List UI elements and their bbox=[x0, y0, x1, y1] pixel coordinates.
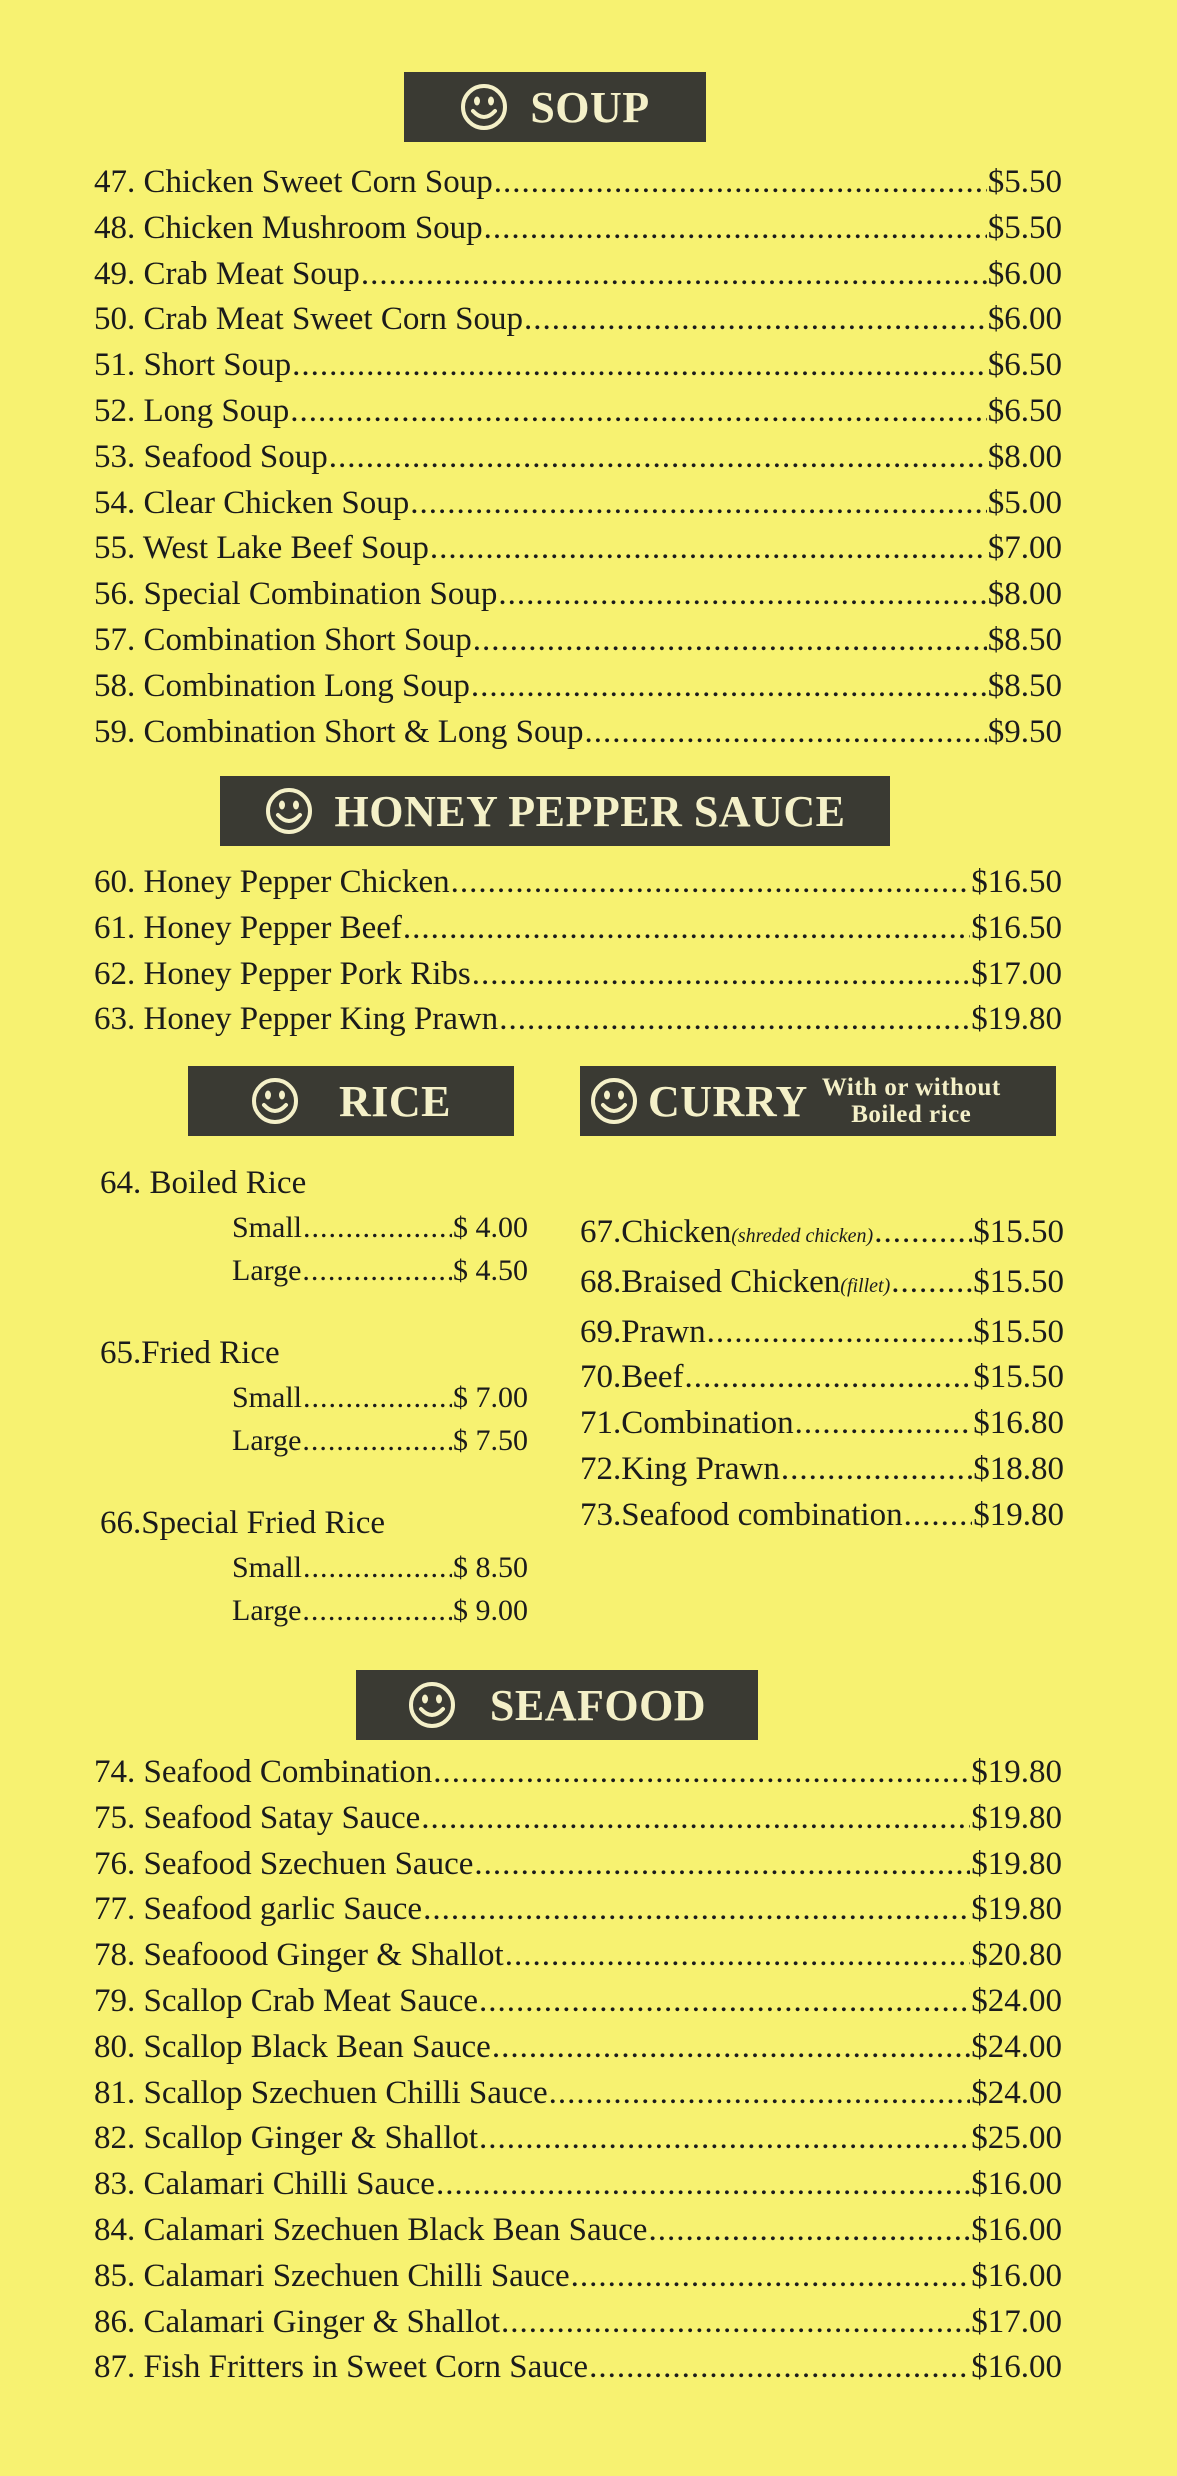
menu-item-name: 70.Beef bbox=[580, 1359, 684, 1396]
menu-item-name: Small bbox=[232, 1551, 303, 1584]
smiley-face-icon bbox=[590, 1077, 638, 1125]
curry-tag-line1: With or without bbox=[821, 1074, 1001, 1101]
seafood-list bbox=[94, 1750, 1062, 2391]
menu-item-price: $ 9.00 bbox=[453, 1594, 528, 1627]
dot-leader bbox=[302, 1589, 452, 1632]
menu-item bbox=[94, 906, 1062, 952]
dot-leader bbox=[433, 1750, 970, 1796]
menu-item-name: 58. Combination Long Soup bbox=[94, 667, 470, 704]
menu-item-name: 53. Seafood Soup bbox=[94, 438, 328, 475]
dot-leader bbox=[549, 2071, 971, 2117]
dot-leader bbox=[302, 1419, 452, 1462]
menu-item bbox=[94, 206, 1062, 252]
menu-item-price: $8.00 bbox=[987, 576, 1062, 613]
menu-item-name: 83. Calamari Chilli Sauce bbox=[94, 2166, 435, 2203]
menu-item-name: 80. Scallop Black Bean Sauce bbox=[94, 2028, 491, 2065]
dot-leader bbox=[891, 1260, 972, 1306]
menu-item bbox=[94, 952, 1062, 998]
menu-item bbox=[580, 1493, 1064, 1539]
menu-item-price: $24.00 bbox=[971, 2028, 1062, 2065]
soup-title: SOUP bbox=[530, 82, 650, 132]
menu-item bbox=[580, 1447, 1064, 1493]
smiley-face-icon bbox=[251, 1077, 299, 1125]
rice-group-name: 65.Fried Rice bbox=[100, 1335, 280, 1371]
menu-item bbox=[94, 2071, 1062, 2117]
menu-item-name: 60. Honey Pepper Chicken bbox=[94, 864, 450, 900]
menu-item-price: $19.80 bbox=[971, 1754, 1062, 1790]
menu-item bbox=[94, 1979, 1062, 2025]
menu-item-price: $16.80 bbox=[973, 1405, 1064, 1442]
menu-item bbox=[94, 435, 1062, 481]
menu-item bbox=[94, 997, 1062, 1043]
menu-item-price: $16.50 bbox=[971, 864, 1062, 900]
menu-item-price: $19.80 bbox=[971, 1001, 1062, 1038]
menu-item-name: 73.Seafood combination bbox=[580, 1496, 903, 1533]
dot-leader bbox=[781, 1447, 972, 1493]
menu-item bbox=[232, 1419, 528, 1462]
dot-leader bbox=[904, 1493, 973, 1539]
dot-leader bbox=[499, 997, 970, 1043]
menu-item bbox=[94, 710, 1062, 756]
curry-title: CURRY bbox=[648, 1076, 808, 1126]
smiley-face-icon bbox=[265, 787, 313, 835]
dot-leader bbox=[303, 1546, 452, 1589]
curry-header bbox=[580, 1066, 1056, 1136]
menu-item-name: Small bbox=[232, 1381, 303, 1414]
honey-pepper-list bbox=[94, 860, 1062, 1043]
menu-item-name: 72.King Prawn bbox=[580, 1450, 780, 1487]
menu-item bbox=[580, 1355, 1064, 1401]
menu-item bbox=[580, 1210, 1064, 1260]
menu-item bbox=[232, 1376, 528, 1419]
dot-leader bbox=[498, 572, 986, 618]
menu-item-note: (fillet) bbox=[840, 1274, 891, 1297]
menu-item bbox=[94, 572, 1062, 618]
seafood-header bbox=[356, 1670, 758, 1740]
menu-item bbox=[94, 2208, 1062, 2254]
menu-item-price: $5.50 bbox=[987, 164, 1062, 200]
dot-leader bbox=[707, 1310, 973, 1356]
menu-item-price: $15.50 bbox=[973, 1214, 1064, 1250]
dot-leader bbox=[410, 481, 986, 527]
smiley-face-icon bbox=[460, 83, 508, 131]
dot-leader bbox=[589, 2345, 970, 2391]
menu-item bbox=[94, 481, 1062, 527]
menu-item-price: $ 8.50 bbox=[453, 1551, 528, 1584]
menu-item-note: (shreded chicken) bbox=[731, 1225, 874, 1247]
menu-item-price: $8.00 bbox=[987, 438, 1062, 475]
menu-item-name: 78. Seafoood Ginger & Shallot bbox=[94, 1937, 504, 1974]
menu-item-price: $17.00 bbox=[971, 2303, 1062, 2340]
curry-list bbox=[580, 1210, 1064, 1539]
menu-item-price: $16.00 bbox=[971, 2257, 1062, 2294]
menu-item-price: $15.50 bbox=[973, 1359, 1064, 1396]
menu-item-name: 59. Combination Short & Long Soup bbox=[94, 713, 584, 750]
dot-leader bbox=[501, 2300, 970, 2346]
soup-header bbox=[404, 72, 706, 142]
menu-item-name: 48. Chicken Mushroom Soup bbox=[94, 209, 483, 246]
rice-header bbox=[188, 1066, 514, 1136]
menu-item-name: 56. Special Combination Soup bbox=[94, 576, 498, 613]
menu-item-name: 85. Calamari Szechuen Chilli Sauce bbox=[94, 2257, 570, 2294]
dot-leader bbox=[492, 2025, 970, 2071]
dot-leader bbox=[479, 2116, 970, 2162]
menu-item bbox=[94, 1750, 1062, 1796]
dot-leader bbox=[474, 1842, 970, 1888]
menu-item-name: 86. Calamari Ginger & Shallot bbox=[94, 2303, 501, 2340]
menu-item-price: $ 7.00 bbox=[453, 1381, 528, 1414]
menu-item-price: $8.50 bbox=[987, 621, 1062, 658]
menu-item-price: $5.50 bbox=[987, 209, 1062, 246]
dot-leader bbox=[874, 1210, 972, 1256]
dot-leader bbox=[403, 906, 970, 952]
menu-item bbox=[94, 2116, 1062, 2162]
soup-list bbox=[94, 160, 1062, 755]
menu-item-price: $24.00 bbox=[971, 1982, 1062, 2019]
menu-item-price: $18.80 bbox=[973, 1450, 1064, 1487]
menu-item bbox=[94, 618, 1062, 664]
menu-item-name: 69.Prawn bbox=[580, 1313, 706, 1350]
menu-item bbox=[94, 2345, 1062, 2391]
menu-item-price: $16.00 bbox=[971, 2166, 1062, 2203]
menu-item bbox=[94, 297, 1062, 343]
dot-leader bbox=[505, 1933, 971, 1979]
menu-item-price: $16.00 bbox=[971, 2211, 1062, 2248]
menu-item-name: Large bbox=[232, 1424, 302, 1457]
menu-item-name: 55. West Lake Beef Soup bbox=[94, 530, 429, 567]
rice-title: RICE bbox=[338, 1076, 452, 1126]
menu-item bbox=[232, 1249, 528, 1292]
menu-item-name: 47. Chicken Sweet Corn Soup bbox=[94, 164, 493, 200]
menu-item bbox=[94, 526, 1062, 572]
menu-item-price: $24.00 bbox=[971, 2074, 1062, 2111]
menu-item-name: 50. Crab Meat Sweet Corn Soup bbox=[94, 301, 523, 338]
menu-item bbox=[94, 1842, 1062, 1888]
menu-item bbox=[232, 1546, 528, 1589]
menu-item-price: $19.80 bbox=[971, 1845, 1062, 1882]
dot-leader bbox=[290, 389, 986, 435]
dot-leader bbox=[473, 618, 987, 664]
menu-item-name: 54. Clear Chicken Soup bbox=[94, 484, 410, 521]
menu-item-name: 71.Combination bbox=[580, 1405, 794, 1442]
dot-leader bbox=[484, 206, 987, 252]
menu-item-price: $6.50 bbox=[987, 392, 1062, 429]
menu-item-price: $6.00 bbox=[987, 301, 1062, 338]
dot-leader bbox=[471, 664, 987, 710]
curry-tag-line2: Boiled rice bbox=[851, 1101, 972, 1128]
menu-item-price: $19.80 bbox=[971, 1891, 1062, 1928]
menu-item-price: $9.50 bbox=[987, 713, 1062, 750]
menu-item bbox=[580, 1401, 1064, 1447]
menu-item bbox=[94, 860, 1062, 906]
rice-size-list bbox=[232, 1206, 528, 1292]
seafood-title: SEAFOOD bbox=[489, 1680, 707, 1730]
menu-item-price: $19.80 bbox=[973, 1496, 1064, 1533]
menu-item-price: $6.50 bbox=[987, 347, 1062, 384]
menu-item-name: 68.Braised Chicken bbox=[580, 1263, 841, 1300]
menu-item-name: 51. Short Soup bbox=[94, 347, 292, 384]
dot-leader bbox=[329, 435, 987, 481]
menu-item-price: $8.50 bbox=[987, 667, 1062, 704]
dot-leader bbox=[361, 252, 987, 298]
dot-leader bbox=[451, 860, 971, 906]
dot-leader bbox=[430, 526, 987, 572]
menu-item bbox=[94, 2300, 1062, 2346]
menu-item-name: Large bbox=[232, 1254, 302, 1287]
dot-leader bbox=[423, 1887, 970, 1933]
menu-item bbox=[94, 1796, 1062, 1842]
menu-item-price: $25.00 bbox=[971, 2120, 1062, 2157]
rice-group-name: 64. Boiled Rice bbox=[100, 1165, 307, 1201]
dot-leader bbox=[648, 2208, 970, 2254]
menu-item-name: 77. Seafood garlic Sauce bbox=[94, 1891, 423, 1928]
dot-leader bbox=[685, 1355, 973, 1401]
curry-tag bbox=[822, 1074, 1001, 1128]
menu-item bbox=[94, 2162, 1062, 2208]
menu-item bbox=[94, 1887, 1062, 1933]
menu-item-name: 52. Long Soup bbox=[94, 392, 290, 429]
menu-item-price: $20.80 bbox=[971, 1937, 1062, 1974]
menu-item-name: 81. Scallop Szechuen Chilli Sauce bbox=[94, 2074, 548, 2111]
menu-item-name: 74. Seafood Combination bbox=[94, 1754, 433, 1790]
dot-leader bbox=[302, 1249, 452, 1292]
menu-item-name: 61. Honey Pepper Beef bbox=[94, 909, 402, 946]
menu-item-name: 49. Crab Meat Soup bbox=[94, 255, 360, 292]
menu-item-name: 84. Calamari Szechuen Black Bean Sauce bbox=[94, 2211, 648, 2248]
menu-item-name: Small bbox=[232, 1211, 303, 1244]
dot-leader bbox=[436, 2162, 970, 2208]
dot-leader bbox=[472, 952, 971, 998]
menu-item-price: $15.50 bbox=[973, 1313, 1064, 1350]
dot-leader bbox=[303, 1206, 452, 1249]
rice-size-list bbox=[232, 1546, 528, 1632]
dot-leader bbox=[494, 160, 987, 206]
dot-leader bbox=[524, 297, 987, 343]
rice-size-list bbox=[232, 1376, 528, 1462]
menu-item-price: $6.00 bbox=[987, 255, 1062, 292]
menu-item-name: 75. Seafood Satay Sauce bbox=[94, 1799, 421, 1836]
rice-group-name: 66.Special Fried Rice bbox=[100, 1505, 386, 1541]
menu-item-price: $16.00 bbox=[971, 2349, 1062, 2386]
menu-item-name: 87. Fish Fritters in Sweet Corn Sauce bbox=[94, 2349, 589, 2386]
honey-pepper-title: HONEY PEPPER SAUCE bbox=[334, 786, 846, 836]
honey-pepper-header bbox=[220, 776, 890, 846]
menu-item bbox=[580, 1310, 1064, 1356]
menu-item bbox=[94, 343, 1062, 389]
dot-leader bbox=[571, 2254, 971, 2300]
menu-item bbox=[94, 1933, 1062, 1979]
menu-item bbox=[94, 2254, 1062, 2300]
menu-item-name: 67.Chicken bbox=[580, 1214, 732, 1250]
menu-item-price: $19.80 bbox=[971, 1799, 1062, 1836]
menu-item-price: $ 4.50 bbox=[453, 1254, 528, 1287]
menu-item bbox=[94, 389, 1062, 435]
menu-item-name: 76. Seafood Szechuen Sauce bbox=[94, 1845, 474, 1882]
dot-leader bbox=[479, 1979, 970, 2025]
menu-item-price: $15.50 bbox=[973, 1263, 1064, 1300]
menu-item bbox=[94, 160, 1062, 206]
menu-item-name: 63. Honey Pepper King Prawn bbox=[94, 1001, 499, 1038]
menu-item-price: $5.00 bbox=[987, 484, 1062, 521]
menu-item bbox=[94, 252, 1062, 298]
menu-item bbox=[232, 1206, 528, 1249]
menu-item-name: 62. Honey Pepper Pork Ribs bbox=[94, 955, 471, 992]
dot-leader bbox=[585, 710, 987, 756]
menu-item-price: $16.50 bbox=[971, 909, 1062, 946]
dot-leader bbox=[795, 1401, 973, 1447]
menu-item-price: $ 4.00 bbox=[453, 1211, 528, 1244]
menu-item-price: $17.00 bbox=[971, 955, 1062, 992]
menu-item-price: $ 7.50 bbox=[453, 1424, 528, 1457]
dot-leader bbox=[303, 1376, 452, 1419]
menu-item bbox=[232, 1589, 528, 1632]
dot-leader bbox=[421, 1796, 970, 1842]
dot-leader bbox=[292, 343, 987, 389]
menu-item-name: Large bbox=[232, 1594, 302, 1627]
menu-item-price: $7.00 bbox=[987, 530, 1062, 567]
menu-item-name: 57. Combination Short Soup bbox=[94, 621, 472, 658]
menu-item-name: 79. Scallop Crab Meat Sauce bbox=[94, 1982, 478, 2019]
menu-item-name: 82. Scallop Ginger & Shallot bbox=[94, 2120, 479, 2157]
menu-item bbox=[94, 664, 1062, 710]
menu-item bbox=[94, 2025, 1062, 2071]
menu-item bbox=[580, 1260, 1064, 1310]
smiley-face-icon bbox=[408, 1681, 456, 1729]
